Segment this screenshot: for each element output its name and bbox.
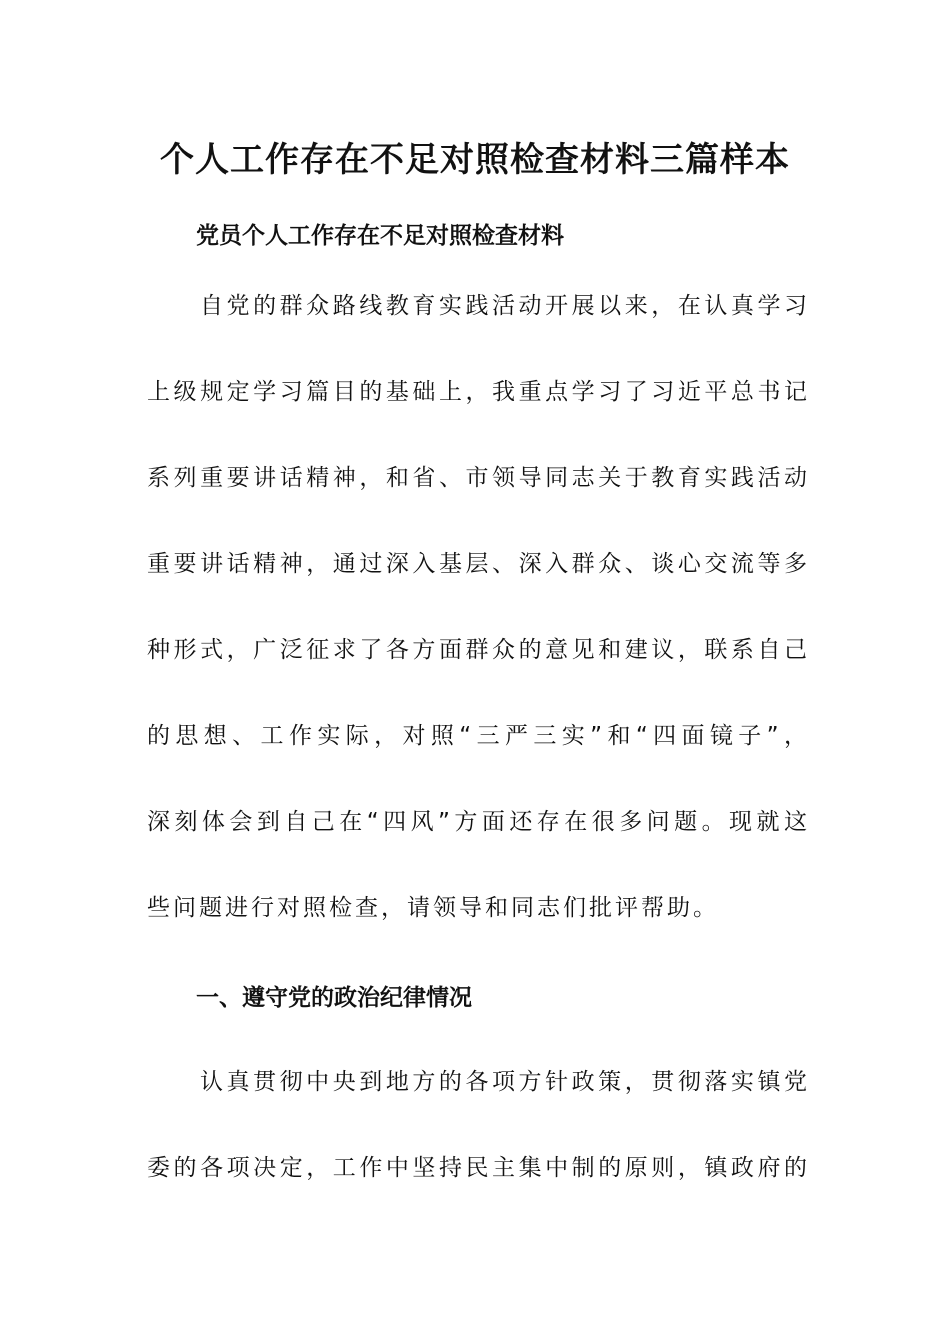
paragraph-line: 认真贯彻中央到地方的各项方针政策，贯彻落实镇党 <box>200 1069 807 1095</box>
paragraph-line: 系列重要讲话精神，和省、市领导同志关于教育实践活动 <box>147 465 807 491</box>
document-title: 个人工作存在不足对照检查材料三篇样本 <box>160 140 790 180</box>
paragraph-line: 深刻体会到自己在“四风”方面还存在很多问题。现就这 <box>147 809 807 835</box>
paragraph-line: 委的各项决定，工作中坚持民主集中制的原则，镇政府的 <box>147 1155 807 1181</box>
paragraph-line: 重要讲话精神，通过深入基层、深入群众、谈心交流等多 <box>147 551 807 577</box>
document-subtitle: 党员个人工作存在不足对照检查材料 <box>196 223 564 249</box>
paragraph-line: 自党的群众路线教育实践活动开展以来，在认真学习 <box>200 293 807 319</box>
paragraph-line: 上级规定学习篇目的基础上，我重点学习了习近平总书记 <box>147 379 807 405</box>
paragraph-line: 种形式，广泛征求了各方面群众的意见和建议，联系自己 <box>147 637 807 663</box>
paragraph-line: 些问题进行对照检查，请领导和同志们批评帮助。 <box>147 895 719 921</box>
paragraph-line: 的思想、工作实际，对照“三严三实”和“四面镜子”， <box>147 723 807 749</box>
section-heading: 一、遵守党的政治纪律情况 <box>196 985 472 1011</box>
